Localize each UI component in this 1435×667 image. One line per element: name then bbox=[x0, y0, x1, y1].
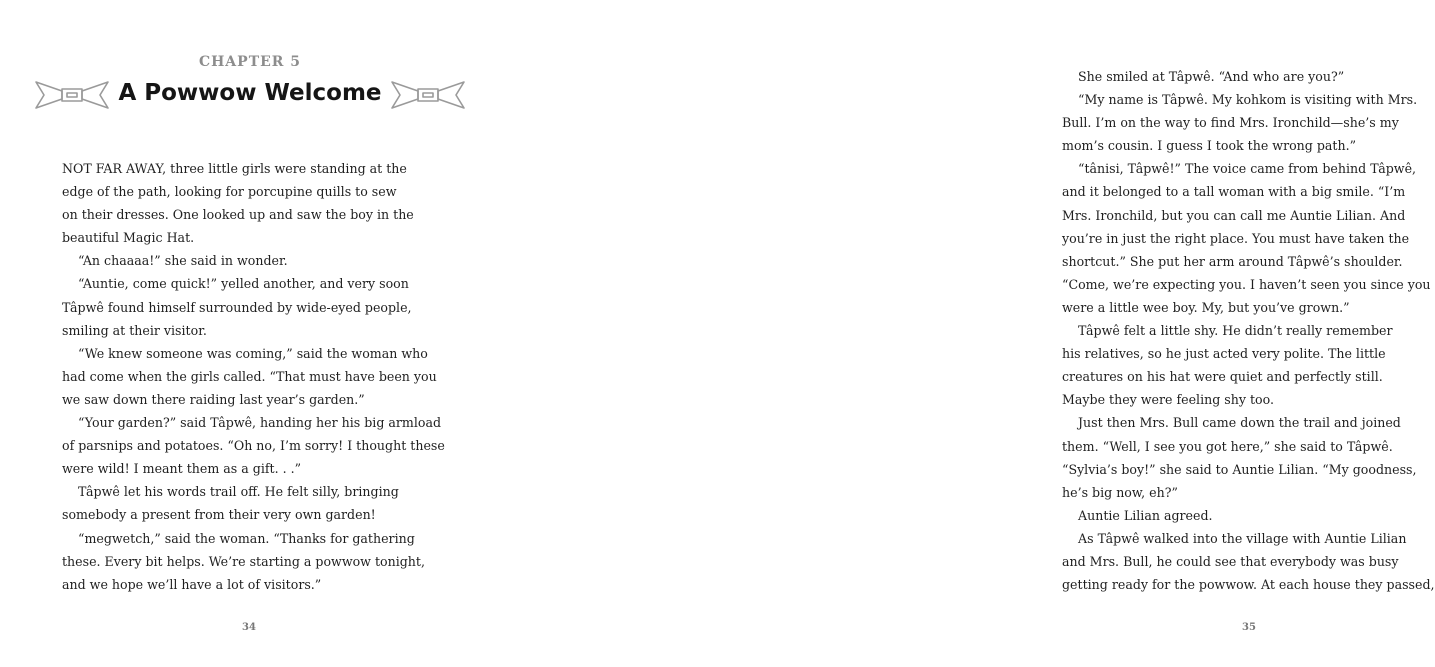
text-line: Maybe they were feeling shy too. bbox=[1062, 392, 1274, 408]
chapter-label: CHAPTER 5 bbox=[198, 54, 302, 70]
text-line: of parsnips and potatoes. “Oh no, I’m sorry! I thought these bbox=[62, 438, 445, 454]
text-line: Tâpwê found himself surrounded by wide-eyed people, bbox=[62, 299, 412, 315]
text-line: Tâpwê let his words trail off. He felt silly, bringing bbox=[62, 484, 399, 500]
text-line: “Come, we’re expecting you. I haven’t seen you since you bbox=[1062, 276, 1431, 292]
body-text bbox=[1062, 65, 1435, 596]
text-line: on their dresses. One looked up and saw the boy in the bbox=[62, 207, 414, 223]
text-line: were wild! I meant them as a gift. . .” bbox=[62, 461, 302, 477]
text-line: and it belonged to a tall woman with a big smile. “I’m bbox=[1062, 184, 1406, 200]
page-number: 34 bbox=[242, 622, 256, 633]
text-line: Just then Mrs. Bull came down the trail and joined bbox=[1062, 415, 1401, 431]
right-page bbox=[500, 0, 1435, 667]
text-line: them. “Well, I see you got here,” she said to Tâpwê. bbox=[1062, 438, 1393, 454]
page-number: 35 bbox=[1242, 622, 1256, 633]
text-line: he’s big now, eh?” bbox=[1062, 484, 1178, 500]
text-line: had come when the girls called. “That must have been you bbox=[62, 368, 437, 384]
text-line: “Sylvia’s boy!” she said to Auntie Lilian. “My goodness, bbox=[1062, 461, 1417, 477]
text-line: Tâpwê felt a little shy. He didn’t really remember bbox=[1062, 323, 1393, 339]
text-line: and we hope we’ll have a lot of visitors.” bbox=[62, 576, 322, 592]
beadwork-bowtie-icon bbox=[390, 80, 466, 110]
text-line: mom’s cousin. I guess I took the wrong path.” bbox=[1062, 138, 1357, 154]
text-line: “tânisi, Tâpwê!” The voice came from behind Tâpwê, bbox=[1062, 161, 1417, 177]
text-line: NOT FAR AWAY, three little girls were standing at the bbox=[62, 161, 407, 176]
text-line: “Auntie, come quick!” yelled another, and very soon bbox=[62, 276, 409, 292]
text-line: Auntie Lilian agreed. bbox=[1062, 507, 1213, 523]
text-line: As Tâpwê walked into the village with Auntie Lilian bbox=[1062, 530, 1407, 546]
text-line: Bull. I’m on the way to find Mrs. Ironchild—she’s my bbox=[1062, 115, 1399, 131]
text-line: somebody a present from their very own garden! bbox=[62, 507, 376, 523]
text-line: She smiled at Tâpwê. “And who are you?” bbox=[1062, 69, 1345, 84]
text-line: and Mrs. Bull, he could see that everybody was busy bbox=[1062, 553, 1399, 569]
text-line: edge of the path, looking for porcupine quills to sew bbox=[62, 184, 397, 200]
text-line: we saw down there raiding last year’s garden.” bbox=[62, 391, 365, 407]
chapter-title: A Powwow Welcome bbox=[118, 80, 382, 106]
text-line: these. Every bit helps. We’re starting a powwow tonight, bbox=[62, 553, 425, 569]
text-line: “We knew someone was coming,” said the woman who bbox=[62, 345, 428, 361]
text-line: you’re in just the right place. You must have taken the bbox=[1062, 230, 1410, 246]
text-line: “An chaaaa!” she said in wonder. bbox=[62, 253, 288, 269]
text-line: were a little wee boy. My, but you’ve grown.” bbox=[1062, 299, 1350, 315]
text-line: Mrs. Ironchild, but you can call me Auntie Lilian. And bbox=[1062, 207, 1406, 223]
text-line: “megwetch,” said the woman. “Thanks for gathering bbox=[62, 530, 415, 546]
text-line: his relatives, so he just acted very polite. The little bbox=[1062, 346, 1386, 362]
text-line: “My name is Tâpwê. My kohkom is visiting with Mrs. bbox=[1062, 92, 1418, 108]
text-line: getting ready for the powwow. At each house they passed, bbox=[1062, 577, 1435, 593]
text-line: smiling at their visitor. bbox=[62, 322, 207, 338]
text-line: “Your garden?” said Tâpwê, handing her his big armload bbox=[62, 415, 442, 431]
left-page bbox=[0, 0, 500, 667]
text-line: beautiful Magic Hat. bbox=[62, 230, 195, 246]
body-text bbox=[62, 157, 445, 596]
text-line: shortcut.” She put her arm around Tâpwê’s shoulder. bbox=[1062, 253, 1403, 269]
text-line: creatures on his hat were quiet and perfectly still. bbox=[1062, 369, 1383, 385]
